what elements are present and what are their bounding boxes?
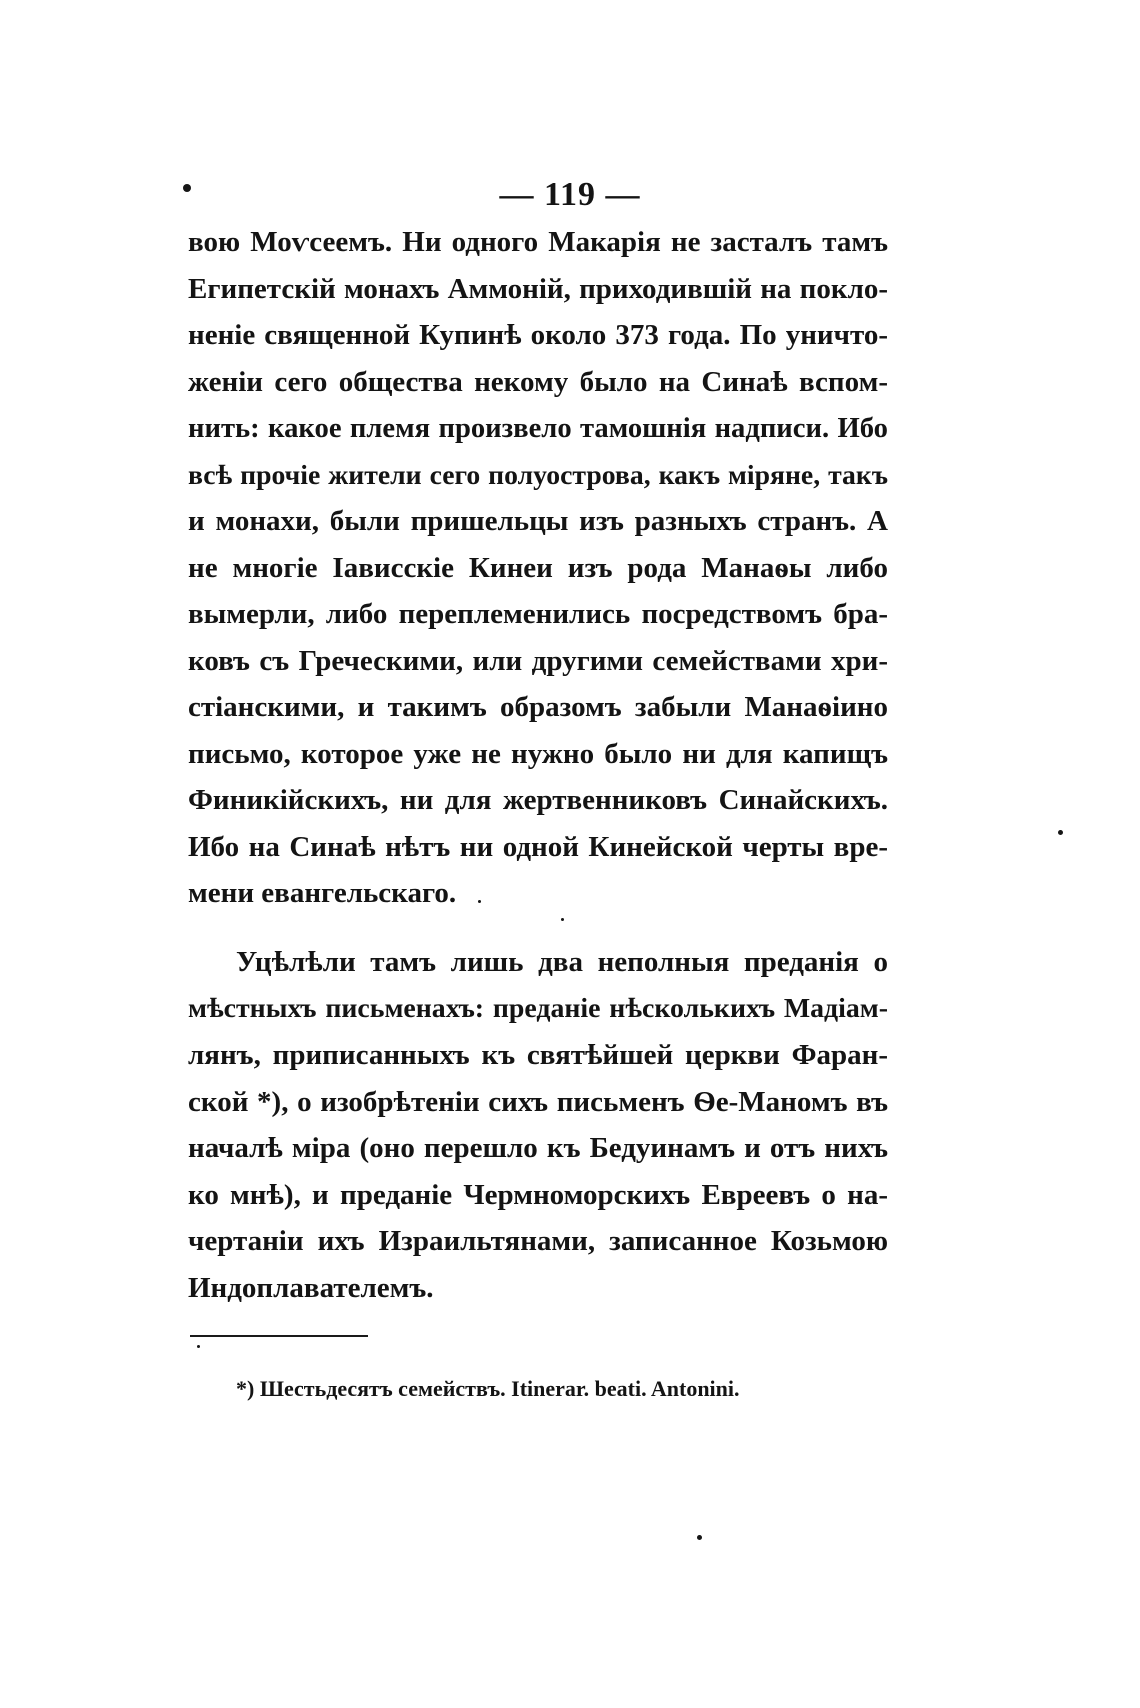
print-speck: [197, 1345, 200, 1348]
text-line: женіи сего общества некому было на Синаѣ вспом-: [188, 365, 888, 398]
text-line: мѣстныхъ письменахъ: преданіе нѣсколькихъ Мадіам-: [188, 992, 888, 1024]
footnote-rule: [190, 1335, 368, 1337]
print-speck: [561, 918, 564, 921]
text-line: Индоплавателемъ.: [188, 1271, 434, 1304]
text-line: всѣ прочіе жители сего полуострова, какъ міряне, такъ: [188, 458, 888, 490]
print-speck: [478, 900, 481, 903]
paragraph-2: [188, 939, 888, 1311]
text-line: Египетскій монахъ Аммоній, приходившій на покло-: [188, 272, 888, 305]
text-line: лянъ, приписанныхъ къ святѣйшей церкви Фаран-: [188, 1039, 888, 1071]
text-line: Ибо на Синаѣ нѣтъ ни одной Кинейской черты вре-: [188, 830, 888, 863]
page-number: — 119 —: [499, 176, 641, 213]
text-line: ской *), о изобрѣтеніи сихъ письменъ Ѳе-Маномъ въ: [188, 1085, 888, 1118]
text-line: стіанскими, и такимъ образомъ забыли Манаѳіино: [188, 691, 888, 723]
text-line: вою Моѵсеемъ. Ни одного Макарія не засталъ тамъ: [188, 226, 888, 258]
text-line: ковъ съ Греческими, или другими семействами хри-: [188, 644, 888, 677]
text-line: нить: какое племя произвело тамошнія надписи. Ибо: [188, 412, 888, 444]
text-line: неніе священной Купинѣ около 373 года. По уничто-: [188, 319, 888, 351]
paragraph-1: [188, 219, 888, 917]
text-line: началѣ міра (оно перешло къ Бедуинамъ и отъ нихъ: [188, 1132, 888, 1164]
text-line: не многіе Іависскіе Кинеи изъ рода Манаѳы либо: [188, 551, 888, 584]
text-line: письмо, которое уже не нужно было ни для капищъ: [188, 737, 888, 770]
text-line: вымерли, либо переплеменились посредствомъ бра-: [188, 598, 888, 630]
text-line: Финикійскихъ, ни для жертвенниковъ Синайскихъ.: [188, 784, 888, 816]
print-speck: [697, 1535, 702, 1540]
text-line: Уцѣлѣли тамъ лишь два неполныя преданія о: [236, 946, 888, 978]
text-line: чертаніи ихъ Израильтянами, записанное Козьмою: [188, 1225, 888, 1257]
text-line: и монахи, были пришельцы изъ разныхъ странъ. А: [188, 505, 888, 537]
text-line: мени евангельскаго.: [188, 877, 457, 909]
text-line: ко мнѣ), и преданіе Чермноморскихъ Евреевъ о на-: [188, 1178, 888, 1211]
footnote: *) Шестьдесятъ семействъ. Itinerar. beati. Antonini.: [236, 1376, 740, 1401]
print-speck: [1058, 830, 1063, 835]
